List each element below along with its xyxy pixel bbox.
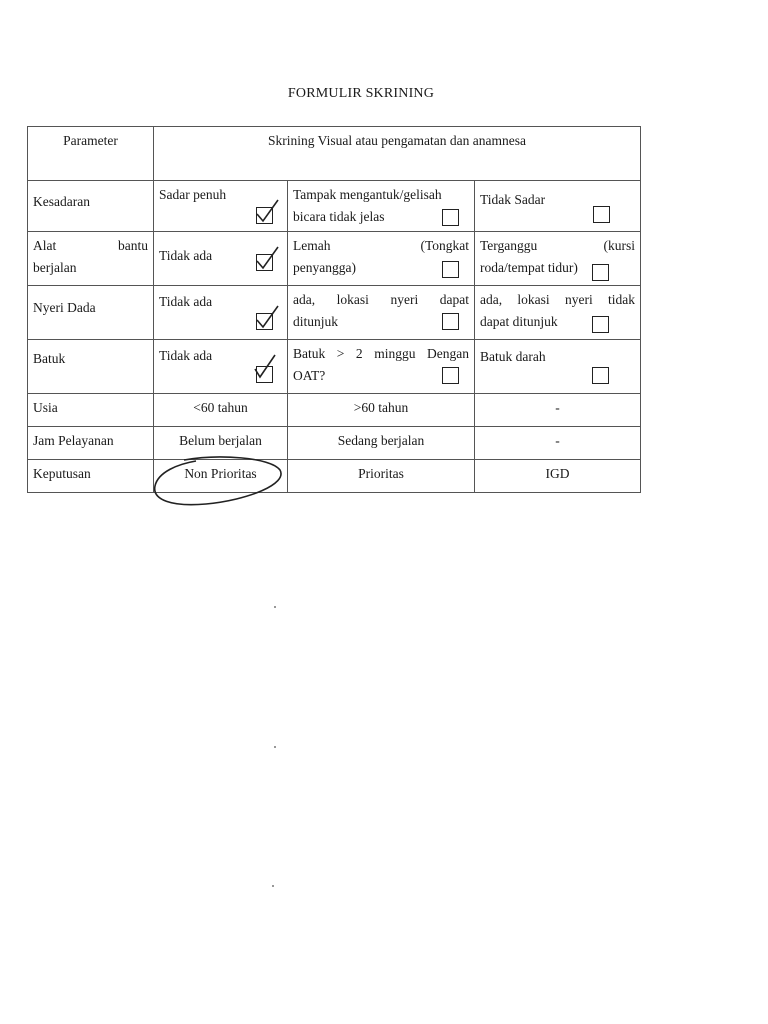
label-batuk: Batuk (28, 340, 154, 394)
checkbox-tampak-mengantuk[interactable] (442, 209, 459, 226)
option-nyeri-tidak-dapat-ditunjuk[interactable]: ada, lokasi nyeri tidak dapat ditunjuk (475, 286, 641, 340)
scan-speck (274, 606, 276, 608)
form-title: FORMULIR SKRINING (287, 86, 435, 101)
checkbox-nyeri-dapat-ditunjuk[interactable] (442, 313, 459, 330)
checkbox-lemah[interactable] (442, 261, 459, 278)
checkbox-terganggu[interactable] (592, 264, 609, 281)
label-keputusan: Keputusan (28, 460, 154, 493)
checkmark-icon (252, 354, 280, 384)
checkbox-tidak-sadar[interactable] (593, 206, 610, 223)
option-jam-none: - (475, 427, 641, 460)
header-parameter: Parameter (28, 127, 154, 181)
row-kesadaran (28, 181, 641, 232)
option-sedang-berjalan: Sedang berjalan (288, 427, 475, 460)
option-prioritas[interactable]: Prioritas (288, 460, 475, 493)
option-terganggu[interactable]: Terganggu (kursi roda/tempat tidur) (475, 232, 641, 286)
option-usia-lebih-60: >60 tahun (288, 394, 475, 427)
checkmark-icon (254, 303, 282, 333)
row-batuk (28, 340, 641, 394)
option-lemah[interactable]: Lemah (Tongkat penyangga) (288, 232, 475, 286)
option-usia-none: - (475, 394, 641, 427)
header-screening: Skrining Visual atau pengamatan dan anamnesa (154, 127, 641, 181)
option-alat-tidak-ada[interactable]: Tidak ada (154, 232, 288, 286)
label-kesadaran: Kesadaran (28, 181, 154, 232)
row-nyeri-dada (28, 286, 641, 340)
option-batuk-darah[interactable]: Batuk darah (475, 340, 641, 394)
checkbox-batuk-darah[interactable] (592, 367, 609, 384)
label-nyeri-dada: Nyeri Dada (28, 286, 154, 340)
checkbox-batuk-lebih-2-minggu[interactable] (442, 367, 459, 384)
option-tidak-sadar[interactable]: Tidak Sadar (475, 181, 641, 232)
checkmark-icon (254, 244, 282, 274)
screening-table (27, 126, 641, 493)
label-alat-bantu: Alat bantu berjalan (28, 232, 154, 286)
option-usia-kurang-60: <60 tahun (154, 394, 288, 427)
option-tampak-mengantuk[interactable]: Tampak mengantuk/gelisah bicara tidak jelas (288, 181, 475, 232)
checkmark-icon (254, 197, 282, 227)
option-sadar-penuh[interactable]: Sadar penuh (154, 181, 288, 232)
option-batuk-tidak-ada[interactable]: Tidak ada (154, 340, 288, 394)
row-jam-pelayanan (28, 427, 641, 460)
header-row (28, 127, 641, 181)
label-jam-pelayanan: Jam Pelayanan (28, 427, 154, 460)
option-batuk-lebih-2-minggu[interactable]: Batuk > 2 minggu Dengan OAT? (288, 340, 475, 394)
option-nyeri-tidak-ada[interactable]: Tidak ada (154, 286, 288, 340)
option-igd[interactable]: IGD (475, 460, 641, 493)
scan-speck (272, 885, 274, 887)
option-belum-berjalan: Belum berjalan (154, 427, 288, 460)
row-alat-bantu (28, 232, 641, 286)
option-non-prioritas[interactable]: Non Prioritas (154, 460, 288, 493)
row-usia (28, 394, 641, 427)
row-keputusan (28, 460, 641, 493)
label-usia: Usia (28, 394, 154, 427)
checkbox-nyeri-tidak-dapat-ditunjuk[interactable] (592, 316, 609, 333)
scan-speck (274, 746, 276, 748)
option-nyeri-dapat-ditunjuk[interactable]: ada, lokasi nyeri dapat ditunjuk (288, 286, 475, 340)
